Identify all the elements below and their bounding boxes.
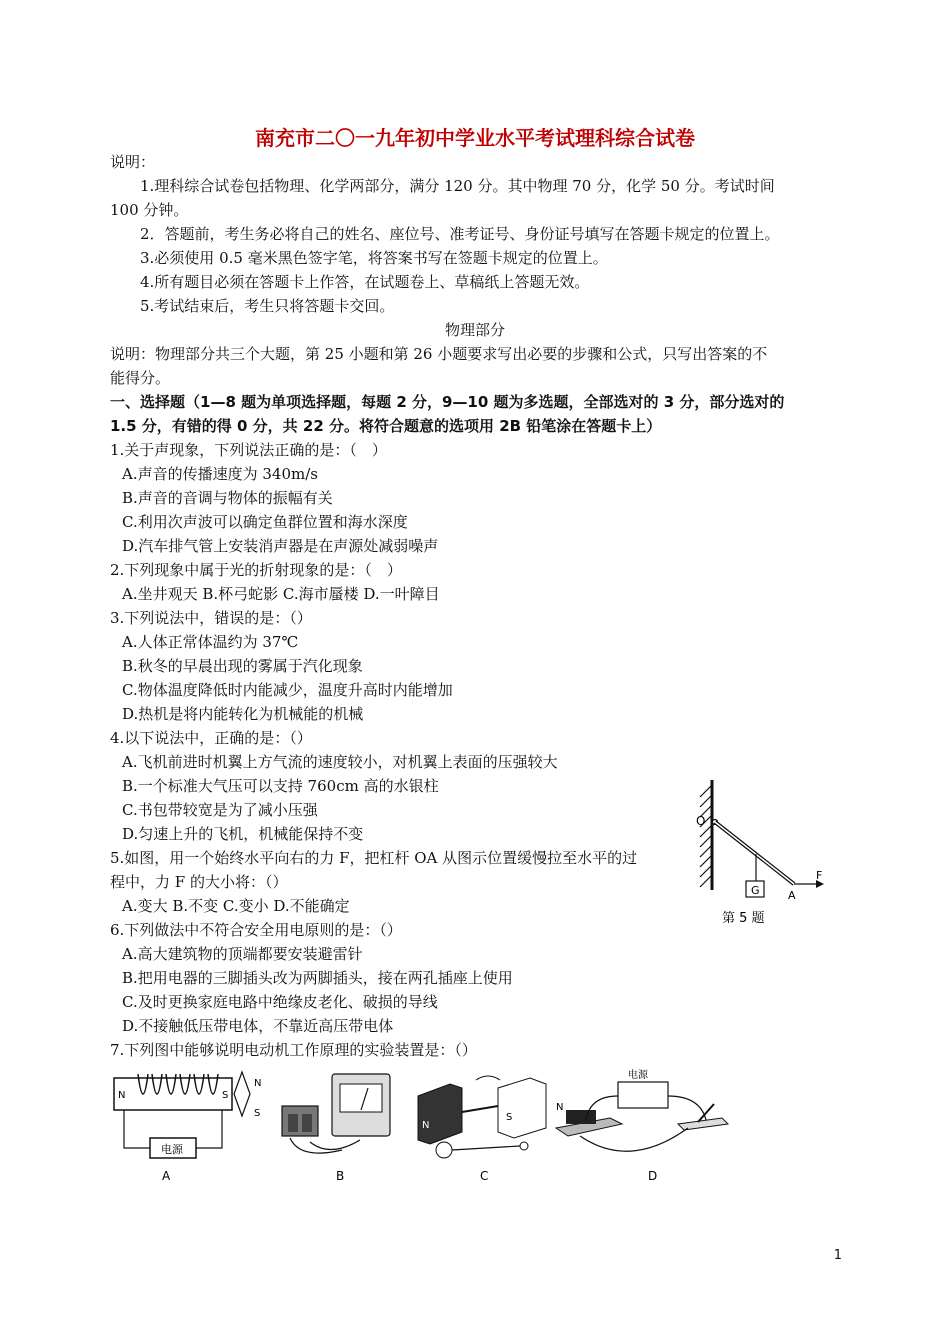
fig-a-power: 电源 xyxy=(161,1143,183,1156)
figure-d xyxy=(556,1068,728,1183)
q2-options: A.坐井观天 B.杯弓蛇影 C.海市蜃楼 D.一叶障目 xyxy=(122,585,440,603)
page-title: 南充市二〇一九年初中学业水平考试理科综合试卷 xyxy=(255,126,695,150)
q4-option-a: A.飞机前进时机翼上方气流的速度较小，对机翼上表面的压强较大 xyxy=(122,753,558,771)
section-title: 物理部分 xyxy=(444,321,505,339)
q6-option-c: C.及时更换家庭电路中绝缘皮老化、破损的导线 xyxy=(122,993,438,1011)
label-g: G xyxy=(751,884,760,897)
q4-option-d: D.匀速上升的飞机，机械能保持不变 xyxy=(122,825,364,843)
q6-stem: 6.下列做法中不符合安全用电原则的是：（） xyxy=(110,921,402,939)
part1-heading-2: 1.5 分，有错的得 0 分，共 22 分。将符合题意的选项用 2B 铅笔涂在答题卡上） xyxy=(110,417,662,435)
fig-a-pole-s: S xyxy=(222,1090,229,1101)
fig-a-needle-n: N xyxy=(254,1078,262,1089)
figure-c xyxy=(418,1076,546,1183)
q2-stem: 2.下列现象中属于光的折射现象的是：（ ） xyxy=(110,561,402,579)
fig-label-b: B xyxy=(336,1169,345,1183)
fig-c-pole-n: N xyxy=(422,1120,430,1131)
section-note-2: 能得分。 xyxy=(110,369,171,387)
intro-item-4: 4.所有题目必须在答题卡上作答，在试题卷上、草稿纸上答题无效。 xyxy=(140,273,590,291)
fig-d-power: 电源 xyxy=(628,1070,648,1081)
intro-heading: 说明： xyxy=(110,153,156,171)
fig-label-c: C xyxy=(480,1169,489,1183)
q1-option-c: C.利用次声波可以确定鱼群位置和海水深度 xyxy=(122,513,408,531)
q5-stem-2: 程中，力 F 的大小将：（） xyxy=(110,873,288,891)
q6-option-a: A.高大建筑物的顶端都要安装避雷针 xyxy=(122,945,363,963)
fig-label-d: D xyxy=(648,1169,658,1183)
q3-stem: 3.下列说法中，错误的是：（） xyxy=(110,609,312,627)
figure-a xyxy=(114,1072,261,1183)
lever-figure xyxy=(690,778,830,928)
q5-options: A.变大 B.不变 C.变小 D.不能确定 xyxy=(122,897,350,915)
q1-option-a: A.声音的传播速度为 340m/s xyxy=(122,465,318,483)
section-note-1: 说明：物理部分共三个大题，第 25 小题和第 26 小题要求写出必要的步骤和公式，只写出答案的不 xyxy=(110,345,768,363)
q4-option-b: B.一个标准大气压可以支持 760cm 高的水银柱 xyxy=(122,777,439,795)
fig-label-a: A xyxy=(162,1169,171,1183)
q5-stem-1: 5.如图，用一个始终水平向右的力 F，把杠杆 OA 从图示位置缓慢拉至水平的过 xyxy=(110,849,638,867)
intro-item-1: 1.理科综合试卷包括物理、化学两部分，满分 120 分。其中物理 70 分，化学 50 分。考试时间 xyxy=(140,177,775,195)
part1-heading-1: 一、选择题（1—8 题为单项选择题，每题 2 分，9—10 题为多选题，全部选对的 3 分，部分选对的 xyxy=(110,393,785,411)
figure-caption: 第 5 题 xyxy=(722,911,765,926)
q1-stem: 1.关于声现象，下列说法正确的是：（ ） xyxy=(110,441,387,459)
q1-option-b: B.声音的音调与物体的振幅有关 xyxy=(122,489,333,507)
intro-item-2: 2．答题前，考生务必将自己的姓名、座位号、准考证号、身份证号填写在答题卡规定的位置上。 xyxy=(140,225,780,243)
fig-a-pole-n: N xyxy=(118,1090,126,1101)
label-o: O xyxy=(696,814,706,828)
fig-a-needle-s: S xyxy=(254,1108,261,1119)
q1-option-d: D.汽车排气管上安装消声器是在声源处减弱噪声 xyxy=(122,537,439,555)
q6-option-d: D.不接触低压带电体，不靠近高压带电体 xyxy=(122,1017,394,1035)
label-a: A xyxy=(788,889,796,902)
motor-experiment-figures xyxy=(110,1066,740,1186)
figure-b xyxy=(282,1074,390,1183)
q3-option-c: C.物体温度降低时内能减少，温度升高时内能增加 xyxy=(122,681,453,699)
intro-item-5: 5.考试结束后，考生只将答题卡交回。 xyxy=(140,297,395,315)
q4-option-c: C.书包带较宽是为了减小压强 xyxy=(122,801,318,819)
q6-option-b: B.把用电器的三脚插头改为两脚插头，接在两孔插座上使用 xyxy=(122,969,513,987)
intro-item-1-cont: 100 分钟。 xyxy=(110,201,189,219)
fig-c-pole-s: S xyxy=(506,1112,513,1123)
q7-stem: 7.下列图中能够说明电动机工作原理的实验装置是：（） xyxy=(110,1041,477,1059)
label-f: F xyxy=(816,869,823,882)
q3-option-a: A.人体正常体温约为 37℃ xyxy=(122,633,299,651)
page-number: 1 xyxy=(833,1248,842,1263)
intro-item-3: 3.必须使用 0.5 毫米黑色签字笔，将答案书写在签题卡规定的位置上。 xyxy=(140,249,608,267)
q3-option-b: B.秋冬的早晨出现的雾属于汽化现象 xyxy=(122,657,363,675)
fig-d-pole-n: N xyxy=(556,1102,564,1113)
q4-stem: 4.以下说法中，正确的是：（） xyxy=(110,729,312,747)
q3-option-d: D.热机是将内能转化为机械能的机械 xyxy=(122,705,364,723)
